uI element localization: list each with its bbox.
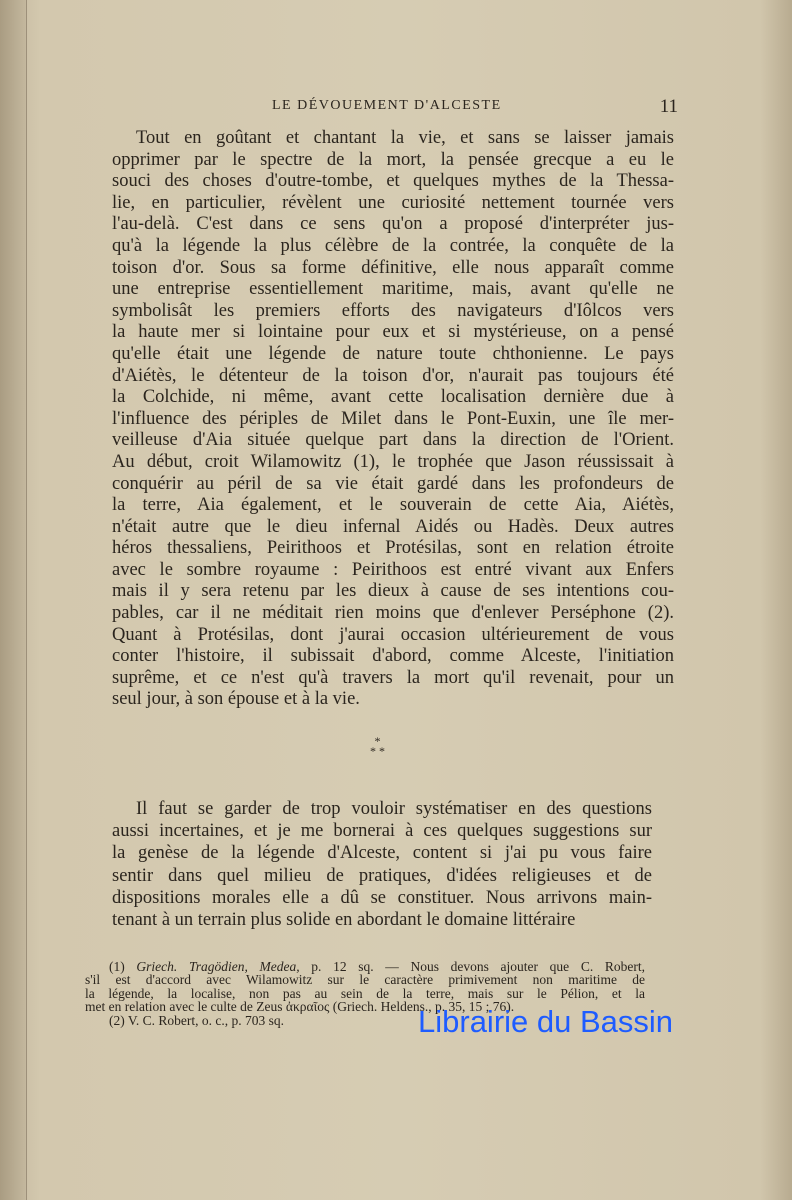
footnote-line: met en relation avec le culte de Zeus ἀκραῖος (Griech. Heldens., p. 35, 15 ; 76).	[85, 999, 515, 1015]
text-line: Au début, croit Wilamowitz (1), le trophée que Jason réussissait à	[112, 451, 674, 472]
text-line: qu'elle était une légende de nature toute chthonienne. Le pays	[112, 343, 674, 364]
text-line: souci des choses d'outre-tombe, et quelques mythes de la Thessa-	[112, 171, 674, 192]
text-line: Tout en goûtant et chantant la vie, et sans se laisser jamais	[136, 128, 674, 148]
text-line: la terre, Aia également, et le souverain de cette Aia, Aiétès,	[112, 495, 674, 516]
separator-stars: * *	[370, 744, 385, 758]
text-line: qu'à la légende la plus célèbre de la contrée, la conquête de la	[112, 235, 674, 256]
footnote-ref: (1)	[109, 959, 137, 974]
text-line: lie, en particulier, révèlent une curiosité nettement tournée vers	[112, 192, 674, 213]
page-header	[112, 96, 678, 118]
text-line: seul jour, à son épouse et à la vie.	[112, 689, 360, 710]
running-title: LE DÉVOUEMENT D'ALCESTE	[272, 98, 502, 113]
text-line: tenant à un terrain plus solide en abordant le domaine littéraire	[112, 909, 576, 930]
text-line: l'au-delà. C'est dans ce sens qu'on a proposé d'interpréter jus-	[112, 214, 674, 235]
text-line: pables, car il ne méditait rien moins que d'enlever Perséphone (2).	[112, 603, 674, 624]
text-line: toison d'or. Sous sa forme définitive, elle nous apparaît comme	[112, 257, 674, 278]
body-paragraph-1	[112, 128, 674, 711]
text-line: veilleuse d'Aia située quelque part dans la direction de l'Orient.	[112, 430, 674, 451]
text-line: conter l'histoire, il subissait d'abord, comme Alceste, l'initiation	[112, 646, 674, 667]
text-line: l'influence des périples de Milet dans le Pont-Euxin, une île mer-	[112, 408, 674, 429]
separator-star: *	[374, 734, 381, 748]
section-separator	[370, 736, 385, 756]
text-line: aussi incertaines, et je me bornerai à ces quelques suggestions sur	[112, 821, 652, 842]
footnote-line: la légende, la localise, non pas au sein de la terre, mais sur le Pélion, et la	[85, 985, 645, 1001]
footnote-line: s'il est d'accord avec Wilamowitz sur le caractère primivement non maritime de	[85, 972, 645, 988]
footnote-2: (2) V. C. Robert, o. c., p. 703 sq.	[109, 1012, 284, 1028]
watermark: Librairie du Bassin	[418, 1004, 674, 1039]
text-line: symbolisât les premiers efforts des navigateurs d'Iôlcos vers	[112, 300, 674, 321]
facing-page-edge	[0, 0, 27, 1200]
text-line: la genèse de la légende d'Alceste, content si j'ai pu vous faire	[112, 843, 652, 864]
text-line: dispositions morales elle a dû se constituer. Nous arrivons main-	[112, 887, 652, 908]
body-paragraph-2	[112, 798, 652, 931]
text-line: mais il y sera retenu par les dieux à cause de ses intentions cou-	[112, 581, 674, 602]
text-line: la haute mer si lointaine pour eux et si mystérieuse, on a pensé	[112, 322, 674, 343]
cited-title: Griech. Tragödien, Medea,	[136, 959, 300, 974]
text-line: Il faut se garder de trop vouloir systématiser en des questions	[136, 799, 652, 819]
page-number: 11	[659, 96, 678, 117]
text-line: suprême, et ce n'est qu'à travers la mort qu'il revenait, pour un	[112, 667, 674, 688]
text-line: n'était autre que le dieu infernal Aidés ou Hadès. Deux autres	[112, 516, 674, 537]
text-line: opprimer par le spectre de la mort, la pensée grecque a eu le	[112, 149, 674, 170]
text-line: Quant à Protésilas, dont j'aurai occasion ultérieurement de vous	[112, 624, 674, 645]
footnote-1-first-line	[85, 960, 645, 973]
text-line: une entreprise essentiellement maritime, mais, avant qu'elle ne	[112, 279, 674, 300]
text-line: d'Aiétès, le détenteur de la toison d'or, n'aurait pas toujours été	[112, 365, 674, 386]
footnote-text: p. 12 sq. — Nous devons ajouter que C. Robert,	[299, 959, 645, 974]
text-line: héros thessaliens, Peirithoos et Protésilas, sont en relation étroite	[112, 538, 674, 559]
text-line: sentir dans quel milieu de pratiques, d'idées religieuses et de	[112, 865, 652, 886]
text-line: la Colchide, ni même, avant cette localisation dernière due à	[112, 387, 674, 408]
text-line: avec le sombre royaume : Peirithoos est entré vivant aux Enfers	[112, 559, 674, 580]
text-line: conquérir au péril de sa vie était gardé dans les profondeurs de	[112, 473, 674, 494]
